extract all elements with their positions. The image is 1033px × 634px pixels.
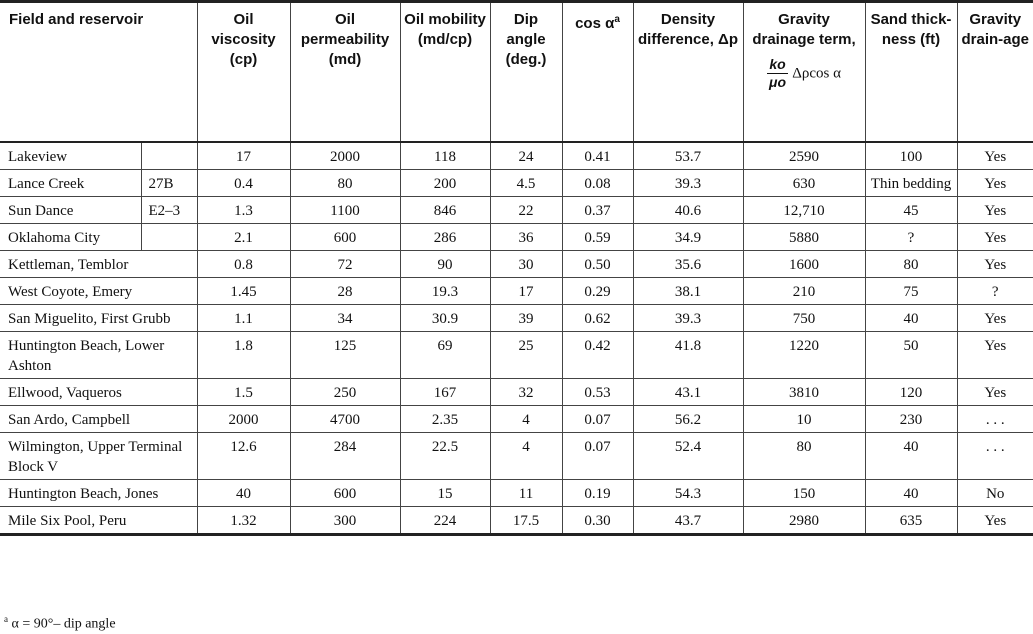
cell-permeability: 80 [290,169,400,196]
cell-field: Ellwood, Vaqueros [0,378,197,405]
cell-gravity-term: 2980 [743,506,865,534]
cell-gravity-term: 80 [743,432,865,479]
cell-field: San Miguelito, First Grubb [0,304,197,331]
cell-field: Sun Dance [0,196,141,223]
cell-viscosity: 1.5 [197,378,290,405]
cell-gravity-drainage: Yes [957,223,1033,250]
cell-gravity-drainage: Yes [957,378,1033,405]
cell-cos-alpha: 0.50 [562,250,633,277]
cell-sand-thickness: Thin bedding [865,169,957,196]
cell-mobility: 118 [400,142,490,170]
cell-dip-angle: 4 [490,405,562,432]
footnote-text: α = 90°– dip angle [11,616,116,632]
cell-gravity-term: 150 [743,479,865,506]
cell-sand-thickness: 75 [865,277,957,304]
cell-cos-alpha: 0.41 [562,142,633,170]
cell-dip-angle: 24 [490,142,562,170]
footnote-mark: a [4,614,8,624]
cell-field: Oklahoma City [0,223,141,250]
header-gravity-term [743,2,865,142]
cell-mobility: 19.3 [400,277,490,304]
cell-field: Wilmington, Upper Terminal Block V [0,432,197,479]
table-row [0,169,1033,196]
cell-gravity-drainage: ? [957,277,1033,304]
cell-dip-angle: 32 [490,378,562,405]
header-gravity-term-label: Gravity drainage term, [752,11,856,48]
cell-field: Lance Creek [0,169,141,196]
cell-sand-thickness: 40 [865,479,957,506]
cell-viscosity: 1.1 [197,304,290,331]
cell-dip-angle: 4 [490,432,562,479]
cell-viscosity: 1.8 [197,331,290,378]
cell-density-difference: 35.6 [633,250,743,277]
cell-cos-alpha: 0.62 [562,304,633,331]
cell-permeability: 72 [290,250,400,277]
cell-viscosity: 17 [197,142,290,170]
cell-sand-thickness: 50 [865,331,957,378]
cell-gravity-drainage: Yes [957,169,1033,196]
cell-permeability: 284 [290,432,400,479]
cell-reservoir [141,223,197,250]
gravity-numerator: ko [767,56,788,74]
cell-gravity-drainage: Yes [957,304,1033,331]
cell-mobility: 846 [400,196,490,223]
cell-dip-angle: 39 [490,304,562,331]
cell-cos-alpha: 0.53 [562,378,633,405]
header-permeability: Oil permeability (md) [290,2,400,142]
table-row [0,277,1033,304]
header-sand: Sand thick-ness (ft) [865,2,957,142]
cell-dip-angle: 25 [490,331,562,378]
cell-gravity-drainage: Yes [957,506,1033,534]
cell-dip-angle: 17.5 [490,506,562,534]
cell-gravity-drainage: Yes [957,142,1033,170]
cell-permeability: 300 [290,506,400,534]
header-row [0,2,1033,142]
gravity-denominator: μo [769,74,787,90]
cell-sand-thickness: 80 [865,250,957,277]
cell-density-difference: 43.1 [633,378,743,405]
cell-mobility: 167 [400,378,490,405]
cell-dip-angle: 30 [490,250,562,277]
cell-density-difference: 56.2 [633,405,743,432]
cell-dip-angle: 36 [490,223,562,250]
cell-viscosity: 0.4 [197,169,290,196]
cell-permeability: 1100 [290,196,400,223]
cell-density-difference: 39.3 [633,304,743,331]
cell-cos-alpha: 0.42 [562,331,633,378]
cell-field: San Ardo, Campbell [0,405,197,432]
cell-gravity-drainage: No [957,479,1033,506]
header-cos [562,2,633,142]
cell-permeability: 2000 [290,142,400,170]
cell-viscosity: 40 [197,479,290,506]
cell-gravity-term: 210 [743,277,865,304]
cell-gravity-term: 10 [743,405,865,432]
cell-density-difference: 54.3 [633,479,743,506]
cell-viscosity: 1.32 [197,506,290,534]
table-row [0,223,1033,250]
cell-mobility: 224 [400,506,490,534]
table-row [0,304,1033,331]
gravity-formula [747,56,862,91]
cell-mobility: 15 [400,479,490,506]
header-dip: Dip angle (deg.) [490,2,562,142]
table-row [0,479,1033,506]
cell-mobility: 22.5 [400,432,490,479]
table-row [0,142,1033,170]
cell-mobility: 30.9 [400,304,490,331]
cell-density-difference: 53.7 [633,142,743,170]
cell-cos-alpha: 0.29 [562,277,633,304]
cell-sand-thickness: 635 [865,506,957,534]
table-row [0,378,1033,405]
cell-gravity-drainage: Yes [957,250,1033,277]
cell-gravity-term: 12,710 [743,196,865,223]
cell-sand-thickness: 40 [865,304,957,331]
cell-viscosity: 2.1 [197,223,290,250]
cell-field: West Coyote, Emery [0,277,197,304]
cell-dip-angle: 17 [490,277,562,304]
cell-sand-thickness: 40 [865,432,957,479]
cell-permeability: 4700 [290,405,400,432]
cell-viscosity: 1.3 [197,196,290,223]
cell-permeability: 250 [290,378,400,405]
cell-cos-alpha: 0.59 [562,223,633,250]
cell-mobility: 200 [400,169,490,196]
header-drainage: Gravity drain-age [957,2,1033,142]
table-row [0,250,1033,277]
cell-gravity-term: 2590 [743,142,865,170]
cell-viscosity: 2000 [197,405,290,432]
cell-sand-thickness: 230 [865,405,957,432]
cell-reservoir: 27B [141,169,197,196]
cell-density-difference: 43.7 [633,506,743,534]
cell-viscosity: 0.8 [197,250,290,277]
cell-density-difference: 40.6 [633,196,743,223]
table-row [0,432,1033,479]
cell-reservoir: E2–3 [141,196,197,223]
cell-cos-alpha: 0.07 [562,432,633,479]
cell-density-difference: 41.8 [633,331,743,378]
cell-gravity-drainage: . . . [957,432,1033,479]
cell-dip-angle: 4.5 [490,169,562,196]
cell-dip-angle: 22 [490,196,562,223]
cell-cos-alpha: 0.07 [562,405,633,432]
cell-viscosity: 1.45 [197,277,290,304]
cell-permeability: 28 [290,277,400,304]
cell-gravity-term: 1600 [743,250,865,277]
cell-field: Lakeview [0,142,141,170]
cell-field: Kettleman, Temblor [0,250,197,277]
cell-permeability: 600 [290,479,400,506]
cell-gravity-term: 5880 [743,223,865,250]
table-row [0,405,1033,432]
header-field-reservoir: Field and reservoir [0,2,197,142]
cell-gravity-drainage: Yes [957,331,1033,378]
cell-cos-alpha: 0.19 [562,479,633,506]
cell-field: Mile Six Pool, Peru [0,506,197,534]
cell-gravity-term: 3810 [743,378,865,405]
gravity-formula-rest: Δρcos α [792,65,841,82]
cell-sand-thickness: 120 [865,378,957,405]
cell-permeability: 34 [290,304,400,331]
cell-field: Huntington Beach, Jones [0,479,197,506]
cell-mobility: 286 [400,223,490,250]
table-row [0,506,1033,534]
cell-sand-thickness: ? [865,223,957,250]
cell-dip-angle: 11 [490,479,562,506]
cell-permeability: 125 [290,331,400,378]
cell-permeability: 600 [290,223,400,250]
cell-viscosity: 12.6 [197,432,290,479]
header-mobility: Oil mobility (md/cp) [400,2,490,142]
header-cos-footnote-mark: a [614,14,620,25]
cell-sand-thickness: 45 [865,196,957,223]
footnote [4,614,116,633]
cell-mobility: 2.35 [400,405,490,432]
cell-field: Huntington Beach, Lower Ashton [0,331,197,378]
cell-density-difference: 52.4 [633,432,743,479]
cell-gravity-term: 750 [743,304,865,331]
table-row [0,331,1033,378]
cell-mobility: 69 [400,331,490,378]
cell-gravity-term: 630 [743,169,865,196]
cell-sand-thickness: 100 [865,142,957,170]
cell-gravity-drainage: . . . [957,405,1033,432]
cell-gravity-term: 1220 [743,331,865,378]
table-row [0,196,1033,223]
cell-density-difference: 34.9 [633,223,743,250]
cell-cos-alpha: 0.30 [562,506,633,534]
header-density: Density difference, Δp [633,2,743,142]
cell-density-difference: 38.1 [633,277,743,304]
gravity-fraction [767,56,788,91]
cell-cos-alpha: 0.37 [562,196,633,223]
cell-reservoir [141,142,197,170]
header-cos-label: cos α [575,15,615,32]
cell-cos-alpha: 0.08 [562,169,633,196]
cell-density-difference: 39.3 [633,169,743,196]
header-viscosity: Oil viscosity (cp) [197,2,290,142]
cell-mobility: 90 [400,250,490,277]
cell-gravity-drainage: Yes [957,196,1033,223]
